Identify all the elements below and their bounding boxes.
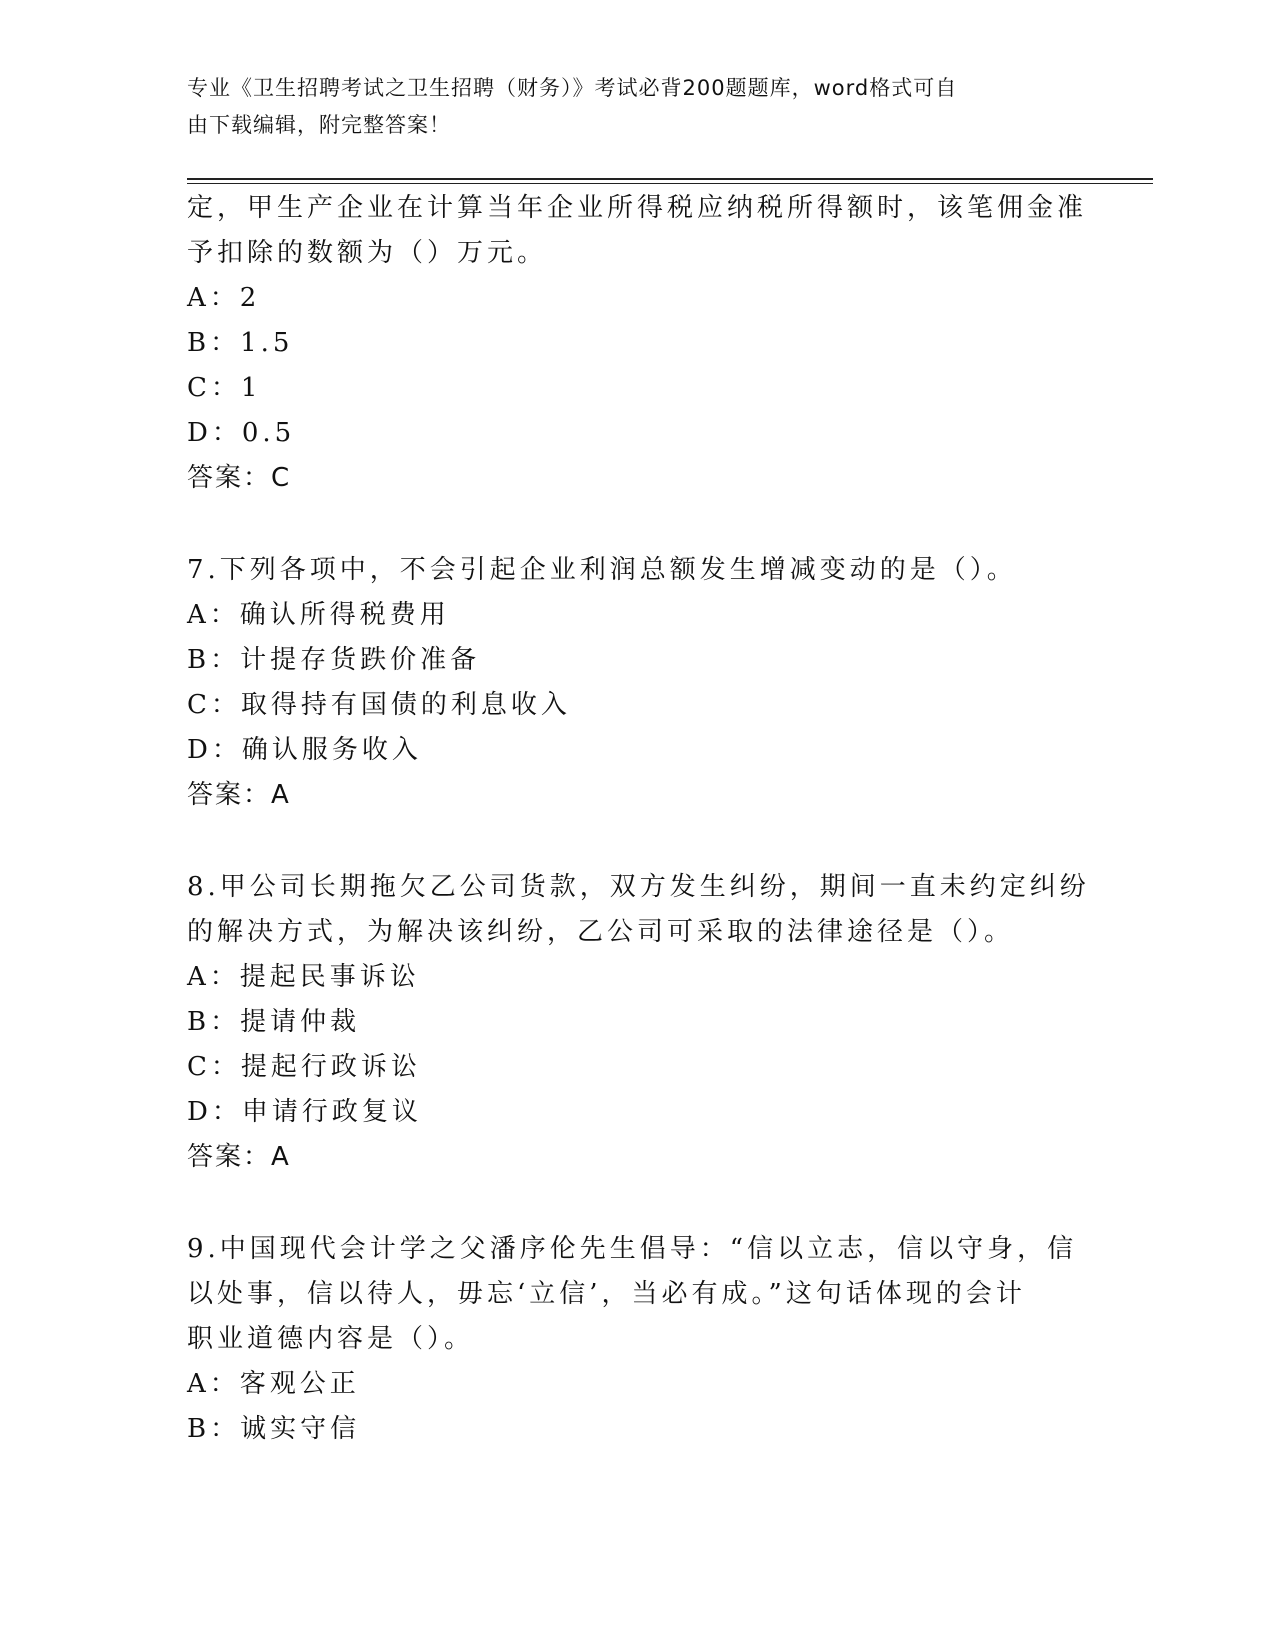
header-line-1: 专业《卫生招聘考试之卫生招聘（财务）》考试必背200题题库，word格式可自 xyxy=(187,76,958,100)
question-6-continuation xyxy=(187,186,1088,501)
option-a: A：2 xyxy=(187,283,261,313)
option-a: A：客观公正 xyxy=(187,1369,360,1399)
answer-line: 答案：A xyxy=(187,780,291,810)
question-stem-line: 定，甲生产企业在计算当年企业所得税应纳税所得额时，该笔佣金准 xyxy=(187,193,1088,223)
header-divider xyxy=(187,178,1153,184)
question-7 xyxy=(187,548,1067,818)
option-b: B：计提存货跌价准备 xyxy=(187,645,481,675)
question-stem-line: 9.中国现代会计学之父潘序伦先生倡导：“信以立志，信以守身，信 xyxy=(187,1234,1078,1264)
question-stem-line: 8.甲公司长期拖欠乙公司货款，双方发生纠纷，期间一直未约定纠纷 xyxy=(187,872,1090,902)
question-8 xyxy=(187,865,1090,1180)
header-line-2: 由下载编辑，附完整答案！ xyxy=(187,113,451,137)
option-d: D：确认服务收入 xyxy=(187,735,422,765)
question-stem-line: 职业道德内容是（）。 xyxy=(187,1324,475,1354)
option-a: A：提起民事诉讼 xyxy=(187,962,420,992)
option-d: D：申请行政复议 xyxy=(187,1097,422,1127)
question-stem-line: 7.下列各项中，不会引起企业利润总额发生增减变动的是（）。 xyxy=(187,555,1017,585)
question-stem-line: 予扣除的数额为（）万元。 xyxy=(187,238,548,268)
option-c: C：提起行政诉讼 xyxy=(187,1052,421,1082)
question-stem-line: 的解决方式，为解决该纠纷，乙公司可采取的法律途径是（）。 xyxy=(187,917,1015,947)
option-b: B：诚实守信 xyxy=(187,1414,361,1444)
question-stem-line: 以处事，信以待人，毋忘‘立信’，当必有成。”这句话体现的会计 xyxy=(187,1279,1026,1309)
question-9 xyxy=(187,1227,1078,1452)
answer-line: 答案：C xyxy=(187,463,292,493)
option-b: B：1.5 xyxy=(187,328,294,358)
page-header xyxy=(187,70,1067,144)
option-c: C：取得持有国债的利息收入 xyxy=(187,690,571,720)
option-d: D：0.5 xyxy=(187,418,296,448)
option-c: C：1 xyxy=(187,373,262,403)
answer-line: 答案：A xyxy=(187,1142,291,1172)
option-a: A：确认所得税费用 xyxy=(187,600,450,630)
question-list xyxy=(187,186,1090,1452)
option-b: B：提请仲裁 xyxy=(187,1007,361,1037)
